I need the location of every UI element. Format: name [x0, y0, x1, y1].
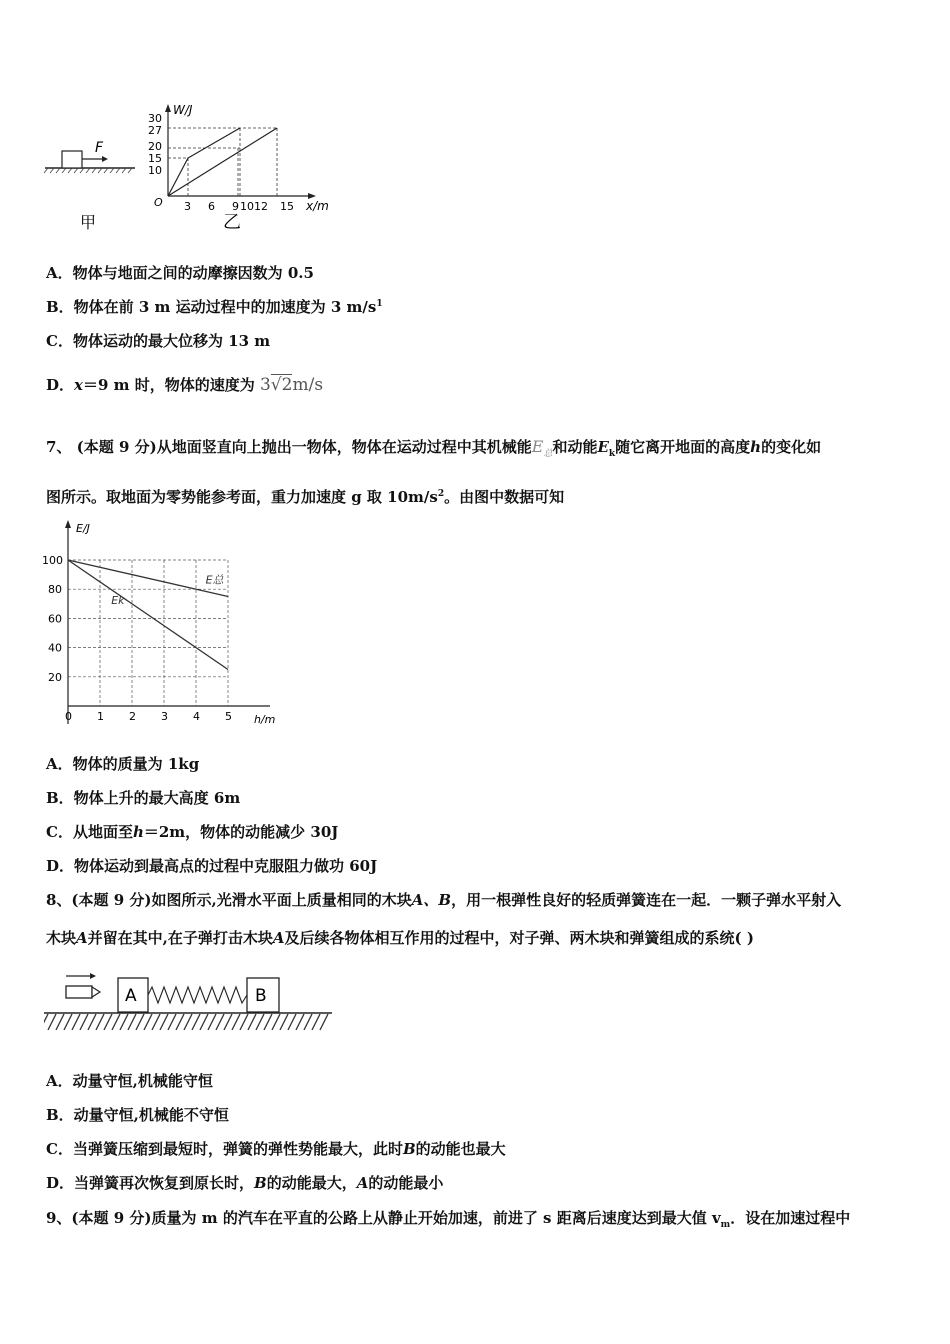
y-tick: 27 [148, 124, 162, 137]
block [62, 151, 82, 168]
jia-label: 甲 [80, 213, 97, 232]
q7-stem-line2: 图所示。取地面为零势能参考面，重力加速度 g 取 $10m/s^2$。由图中数据可知 [46, 488, 565, 506]
y-tick: 10 [148, 164, 162, 177]
y-tick-label: 100 [42, 554, 63, 567]
x-tick-label: 3 [161, 710, 168, 723]
y-tick-label: 40 [48, 641, 62, 655]
q8-option-d: D．当弹簧再次恢复到原长时，B的动能最大，A的动能最小 [46, 1174, 444, 1192]
origin-label: O [154, 196, 163, 209]
y-tick: 15 [148, 152, 162, 165]
floor-hatch [44, 1014, 328, 1030]
series-line-ek [68, 560, 228, 670]
y-tick-label: 20 [48, 670, 62, 684]
y-tick-label: 60 [48, 612, 62, 626]
force-arrowhead [102, 156, 108, 162]
series-label-ek: Ek [111, 593, 125, 607]
spring [148, 987, 247, 1003]
bullet [66, 986, 92, 998]
q8-stem-line1: 8、(本题 9 分)如图所示,光滑水平面上质量相同的木块A、B，用一根弹性良好的轻质弹簧连在一起．一颗子弹水平射入 [46, 891, 842, 909]
block-a-label: A [125, 986, 137, 1006]
y-tick-label: 80 [48, 583, 62, 597]
q7-option-a: A．物体的质量为 1kg [46, 755, 200, 773]
x-tick-label: 0 [65, 710, 72, 723]
x-tick: 12 [254, 200, 268, 213]
x-tick: 15 [280, 200, 294, 213]
w-f-line [168, 128, 240, 196]
q6-option-d: D．x＝9 m 时，物体的速度为 3√2m/s [46, 375, 324, 395]
y-axis-label: W/J [173, 103, 193, 117]
x-tick-label: 5 [225, 710, 232, 723]
x-tick: 3 [184, 200, 191, 213]
q8-option-b: B．动量守恒,机械能不守恒 [46, 1106, 229, 1124]
force-label: F [95, 140, 104, 156]
q8-option-c: C．当弹簧压缩到最短时，弹簧的弹性势能最大，此时B的动能也最大 [46, 1140, 506, 1158]
series-line-e-total [68, 560, 228, 597]
work-displacement-figure [40, 100, 350, 240]
q9-stem: 9、(本题 9 分)质量为 m 的汽车在平直的公路上从静止开始加速，前进了 s 距离后速度达到最大值 $v_m$．设在加速过程中 [46, 1209, 851, 1230]
q7-option-b: B．物体上升的最大高度 6m [46, 789, 241, 807]
block-b-label: B [255, 986, 267, 1006]
chart-ylabel: E/J [76, 522, 90, 535]
x-tick-label: 1 [97, 710, 104, 723]
x-tick-label: 2 [129, 710, 136, 723]
x-axis-label: x/m [306, 199, 329, 213]
chart-xlabel: h/m [254, 713, 276, 726]
yi-label: 乙 [223, 212, 241, 233]
q7-option-d: D．物体运动到最高点的过程中克服阻力做功 60J [46, 857, 378, 875]
chart-grid [68, 560, 228, 706]
bullet-spring-figure [44, 968, 336, 1038]
q7-option-c: C．从地面至h＝2m，物体的动能减少 30J [46, 823, 339, 841]
q6-option-a: A．物体与地面之间的动摩擦因数为 0.5 [46, 264, 314, 282]
velocity-value: 3√2m/s [259, 375, 324, 395]
q8-stem-line2: 木块A并留在其中,在子弹打击木块A及后续各物体相互作用的过程中，对子弹、两木块和弹簧组成的系统( ) [46, 929, 754, 947]
x-tick: 10 [240, 200, 254, 213]
y-tick: 30 [148, 112, 162, 125]
q6-option-c: C．物体运动的最大位移为 13 m [46, 332, 271, 350]
chart-axes [65, 520, 270, 724]
q8-option-a: A．动量守恒,机械能守恒 [46, 1072, 213, 1090]
q7-stem-line1: 7、 (本题 9 分)从地面竖直向上抛出一物体，物体在运动过程中其机械能$E_总$和动能$E_k$随它离开地面的高度h的变化如 [46, 437, 822, 460]
x-tick: 9 [232, 200, 239, 213]
energy-height-chart [40, 518, 290, 733]
y-tick: 20 [148, 140, 162, 153]
series-label-e-total: E总 [205, 573, 224, 587]
x-tick-label: 4 [193, 710, 200, 723]
q6-option-b: B．物体在前 3 m 运动过程中的加速度为 3 $m/s^1$ [46, 298, 383, 316]
x-tick: 6 [208, 200, 215, 213]
